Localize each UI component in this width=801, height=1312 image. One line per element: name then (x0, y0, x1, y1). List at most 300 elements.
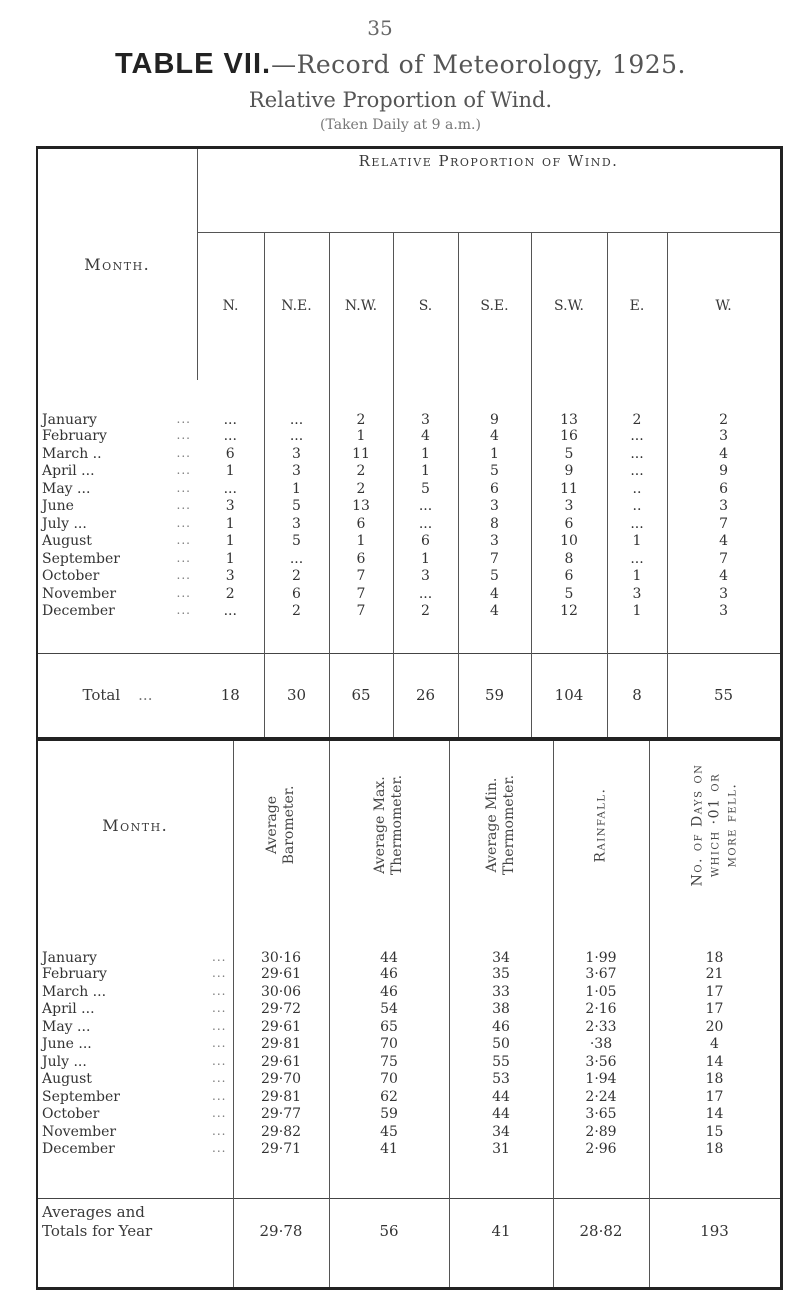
wind-value-cell: 1 (225, 550, 235, 567)
weather-value-cell: 44 (329, 910, 449, 966)
weather-value-cell: 55 (449, 1053, 553, 1071)
wind-value-cell: 8 (531, 550, 607, 568)
weather-month-cell (37, 983, 233, 1001)
wind-month-cell (37, 480, 197, 498)
weather-value-cell: 34 (449, 1123, 553, 1141)
wind-value-cell: 1 (458, 445, 531, 463)
wind-month-name: January (42, 411, 97, 428)
weather-value-cell: 1·99 (553, 910, 649, 966)
wind-value-cell: 3 (667, 428, 781, 446)
averages-label-line: Averages and (42, 1202, 145, 1221)
weather-value-cell: 29·61 (233, 966, 329, 984)
page-number: 35 (367, 16, 393, 40)
weather-month-cell (37, 910, 233, 966)
wind-value-cell: 2 (329, 380, 393, 428)
wind-value-cell: 10 (531, 533, 607, 551)
weather-value-cell: 29·82 (233, 1123, 329, 1141)
wind-month-name: August (42, 533, 92, 550)
wind-value-cell: 7 (329, 603, 393, 621)
weather-value-cell: 29·81 (233, 1088, 329, 1106)
weather-value-cell: 3·65 (553, 1106, 649, 1124)
weather-month-cell (37, 1018, 233, 1036)
wind-month-name: February (42, 428, 107, 445)
wind-month-cell (37, 515, 197, 533)
weather-month-cell (37, 1001, 233, 1019)
weather-month-name: April ... (42, 1001, 95, 1018)
wind-value-cell: 1 (393, 445, 458, 463)
wind-value-cell: 3 (264, 463, 329, 481)
wind-value-cell: ... (264, 428, 329, 446)
wind-value-cell: 12 (531, 603, 607, 621)
table-title (0, 46, 801, 81)
wind-row (37, 568, 781, 586)
wind-total-cell: 65 (329, 653, 393, 738)
wind-month-name: November (42, 585, 117, 602)
wind-month-cell (37, 603, 197, 621)
weather-col-header-line: which ·01 or (706, 773, 722, 878)
leader-dots: ... (176, 445, 191, 460)
wind-value-cell: 6 (458, 480, 531, 498)
leader-dots: ... (212, 1001, 227, 1016)
weather-value-cell: 45 (329, 1123, 449, 1141)
weather-col-header-wrap (554, 741, 649, 909)
weather-value-cell: 44 (449, 1088, 553, 1106)
wind-total-cell: 104 (531, 653, 607, 738)
weather-month-name: November (42, 1123, 117, 1140)
weather-row (37, 1141, 781, 1159)
leader-dots: ... (176, 515, 191, 530)
weather-value-cell: 18 (649, 910, 781, 966)
wind-value-cell: 2 (607, 380, 667, 428)
wind-month-name: October (42, 568, 100, 585)
wind-value-cell: ... (607, 550, 667, 568)
wind-value-cell: 3 (393, 568, 458, 586)
wind-month-header: Month. (37, 148, 197, 380)
weather-row (37, 1123, 781, 1141)
wind-dir-header: S.E. (458, 233, 531, 380)
wind-month-cell (37, 568, 197, 586)
weather-row (37, 1071, 781, 1089)
wind-value-cell: 5 (458, 568, 531, 586)
wind-total-cell: 18 (220, 686, 240, 704)
leader-dots: ... (212, 1088, 227, 1103)
weather-value-cell: 75 (329, 1053, 449, 1071)
weather-row (37, 1053, 781, 1071)
weather-col-header-line: Thermometer. (389, 775, 405, 876)
wind-value-cell: 11 (531, 480, 607, 498)
weather-value-cell: 3·56 (553, 1053, 649, 1071)
weather-month-cell (37, 1141, 233, 1159)
wind-value-cell: 7 (667, 550, 781, 568)
weather-value-cell: 1·94 (553, 1071, 649, 1089)
weather-month-header: Month. (37, 740, 233, 910)
wind-value-cell: 1 (393, 550, 458, 568)
weather-month-cell (37, 1036, 233, 1054)
weather-value-cell: 17 (649, 983, 781, 1001)
wind-value-cell: .. (607, 480, 667, 498)
wind-total-cell: 8 (607, 653, 667, 738)
averages-label-line: Totals for Year (42, 1221, 153, 1240)
weather-row (37, 1018, 781, 1036)
weather-averages-label (37, 1198, 233, 1288)
wind-value-cell: 6 (329, 550, 393, 568)
wind-value-cell: 8 (458, 515, 531, 533)
weather-value-cell: 30·06 (233, 983, 329, 1001)
wind-value-cell: ... (607, 428, 667, 446)
weather-value-cell: 38 (449, 1001, 553, 1019)
weather-value-cell: 29·77 (233, 1106, 329, 1124)
leader-dots: ... (176, 463, 191, 478)
wind-dir-header: S. (393, 233, 458, 380)
weather-value-cell: 35 (449, 966, 553, 984)
wind-value-cell: 5 (458, 463, 531, 481)
wind-row (37, 515, 781, 533)
weather-value-cell: 65 (329, 1018, 449, 1036)
leader-dots: ... (212, 983, 227, 998)
wind-month-name: April ... (42, 463, 95, 480)
wind-value-cell: 5 (393, 480, 458, 498)
weather-value-cell: 44 (449, 1106, 553, 1124)
wind-total-cell: 55 (667, 653, 781, 738)
weather-value-cell: 18 (649, 1141, 781, 1159)
wind-dir-header: N. (197, 233, 264, 380)
weather-average-cell: 41 (449, 1198, 553, 1288)
wind-value-cell: 7 (329, 568, 393, 586)
wind-row (37, 445, 781, 463)
wind-month-name: September (42, 550, 120, 567)
table-subtitle: Relative Proportion of Wind. (248, 88, 553, 112)
weather-value-cell: 14 (649, 1053, 781, 1071)
weather-col-header-text (484, 775, 518, 875)
title-table-number: TABLE VII. (114, 48, 272, 80)
weather-col-header-line: Average Max. (372, 776, 388, 875)
weather-row (37, 1106, 781, 1124)
wind-value-cell: .. (607, 498, 667, 516)
wind-value-cell: ... (607, 515, 667, 533)
weather-col-header (649, 740, 781, 910)
wind-month-cell (37, 380, 197, 428)
weather-value-cell: 29·61 (233, 1018, 329, 1036)
wind-value-cell: ... (264, 380, 329, 428)
wind-row (37, 428, 781, 446)
weather-col-header-text (593, 788, 610, 863)
wind-month-cell (37, 585, 197, 603)
weather-col-header (329, 740, 449, 910)
weather-average-cell: 29·78 (233, 1198, 329, 1288)
wind-value-cell: 2 (264, 603, 329, 621)
weather-month-name: January (42, 949, 97, 966)
weather-month-name: October (42, 1106, 100, 1123)
weather-row (37, 966, 781, 984)
weather-value-cell: 50 (449, 1036, 553, 1054)
weather-col-header-text (264, 786, 298, 865)
weather-value-cell: 33 (449, 983, 553, 1001)
wind-month-cell (37, 463, 197, 481)
weather-month-cell (37, 1088, 233, 1106)
leader-dots: ... (212, 1018, 227, 1033)
weather-month-cell (37, 1071, 233, 1089)
wind-value-cell: 9 (531, 463, 607, 481)
leader-dots: ... (176, 428, 191, 443)
weather-month-name: August (42, 1071, 92, 1088)
wind-value-cell: 4 (393, 428, 458, 446)
leader-dots: ... (212, 1071, 227, 1086)
wind-month-cell (37, 498, 197, 516)
wind-value-cell: ... (264, 550, 329, 568)
weather-value-cell: 29·81 (233, 1036, 329, 1054)
weather-value-cell: 29·61 (233, 1053, 329, 1071)
wind-value-cell: 3 (458, 533, 531, 551)
leader-dots: ... (176, 568, 191, 583)
wind-value-cell: 4 (667, 568, 781, 586)
leader-dots: ... (212, 1141, 227, 1156)
weather-average-cell: 56 (329, 1198, 449, 1288)
weather-row (37, 1088, 781, 1106)
wind-value-cell: 5 (264, 533, 329, 551)
weather-value-cell: 70 (329, 1036, 449, 1054)
wind-month-cell (37, 533, 197, 551)
wind-value-cell: 6 (329, 515, 393, 533)
wind-value-cell: 3 (667, 585, 781, 603)
wind-value-cell: 4 (458, 603, 531, 621)
wind-dir-header: N.E. (264, 233, 329, 380)
wind-row (37, 585, 781, 603)
wind-value-cell: 3 (264, 515, 329, 533)
wind-value-cell: 2 (393, 603, 458, 621)
wind-total-cell: 26 (393, 653, 458, 738)
leader-dots: ... (176, 480, 191, 495)
weather-col-header-line: more fell. (723, 782, 739, 868)
wind-value-cell: 9 (458, 380, 531, 428)
wind-value-cell: 13 (329, 498, 393, 516)
wind-value-cell: 6 (531, 568, 607, 586)
wind-value-cell: 3 (667, 498, 781, 516)
weather-value-cell: 15 (649, 1123, 781, 1141)
wind-value-cell: 3 (458, 498, 531, 516)
weather-value-cell: ·38 (553, 1036, 649, 1054)
weather-value-cell: 29·72 (233, 1001, 329, 1019)
wind-row (37, 463, 781, 481)
weather-col-header-line: Thermometer. (501, 775, 517, 876)
weather-col-header-line: Average (264, 796, 280, 855)
wind-value-cell: 1 (607, 533, 667, 551)
wind-month-name: July ... (42, 515, 87, 532)
wind-value-cell: ... (223, 411, 237, 428)
leader-dots: ... (176, 498, 191, 513)
weather-value-cell: 17 (649, 1088, 781, 1106)
wind-value-cell: 1 (329, 533, 393, 551)
wind-value-cell: 3 (607, 585, 667, 603)
wind-value-cell: 2 (329, 480, 393, 498)
wind-value-cell: 1 (225, 515, 235, 532)
leader-dots: ... (176, 533, 191, 548)
wind-value-cell: 1 (607, 568, 667, 586)
wind-total-cell: 59 (458, 653, 531, 738)
wind-value-cell: 1 (225, 463, 235, 480)
weather-value-cell: 4 (649, 1036, 781, 1054)
wind-value-cell: 2 (667, 380, 781, 428)
wind-total-label (37, 653, 197, 738)
leader-dots: ... (212, 949, 227, 964)
wind-row (37, 550, 781, 568)
wind-value-cell: 7 (329, 585, 393, 603)
weather-value-cell: 46 (329, 983, 449, 1001)
weather-month-name: May ... (42, 1018, 91, 1035)
weather-row (37, 1001, 781, 1019)
leader-dots: ... (212, 1123, 227, 1138)
weather-row (37, 1036, 781, 1054)
wind-value-cell: ... (607, 445, 667, 463)
weather-value-cell: 53 (449, 1071, 553, 1089)
leader-dots: ... (176, 550, 191, 565)
weather-value-cell: 41 (329, 1141, 449, 1159)
wind-dir-header: W. (667, 233, 781, 380)
wind-value-cell: 3 (225, 498, 235, 515)
wind-value-cell: 4 (667, 533, 781, 551)
wind-value-cell: 9 (667, 463, 781, 481)
weather-value-cell: 29·70 (233, 1071, 329, 1089)
weather-value-cell: 70 (329, 1071, 449, 1089)
wind-table (36, 146, 780, 740)
weather-value-cell: 14 (649, 1106, 781, 1124)
wind-value-cell: 6 (264, 585, 329, 603)
weather-col-header-line: Average Min. (484, 777, 500, 873)
wind-value-cell: 2 (329, 463, 393, 481)
weather-value-cell: 17 (649, 1001, 781, 1019)
wind-value-cell: 16 (531, 428, 607, 446)
weather-value-cell: 29·71 (233, 1141, 329, 1159)
wind-value-cell: 3 (667, 603, 781, 621)
weather-value-cell: 54 (329, 1001, 449, 1019)
weather-month-name: September (42, 1088, 120, 1105)
wind-month-name: May ... (42, 480, 91, 497)
wind-value-cell: 3 (531, 498, 607, 516)
weather-average-cell: 28·82 (553, 1198, 649, 1288)
weather-col-header-wrap (330, 741, 449, 909)
wind-value-cell: 5 (264, 498, 329, 516)
weather-col-header-text (689, 764, 740, 887)
title-text: —Record of Meteorology, 1925. (271, 50, 686, 79)
weather-value-cell: 46 (329, 966, 449, 984)
weather-value-cell: 20 (649, 1018, 781, 1036)
wind-value-cell: ... (223, 428, 237, 445)
wind-value-cell: 7 (667, 515, 781, 533)
wind-value-cell: 1 (264, 480, 329, 498)
weather-month-cell (37, 966, 233, 984)
wind-row (37, 380, 781, 428)
weather-month-name: March ... (42, 983, 107, 1000)
weather-value-cell: 34 (449, 910, 553, 966)
weather-value-cell: 30·16 (233, 910, 329, 966)
weather-value-cell: 2·24 (553, 1088, 649, 1106)
wind-month-name: December (42, 603, 115, 620)
wind-value-cell: 4 (667, 445, 781, 463)
weather-row (37, 910, 781, 966)
wind-value-cell: 6 (667, 480, 781, 498)
wind-dir-header: N.W. (329, 233, 393, 380)
wind-value-cell: 1 (329, 428, 393, 446)
wind-value-cell: 1 (225, 533, 235, 550)
wind-total-text: Total (82, 686, 121, 704)
wind-value-cell: 3 (225, 568, 235, 585)
leader-dots: ... (212, 1036, 227, 1051)
wind-value-cell: 2 (225, 585, 235, 602)
weather-value-cell: 46 (449, 1018, 553, 1036)
wind-month-cell (37, 445, 197, 463)
wind-value-cell: ... (393, 498, 458, 516)
leader-dots: ... (212, 966, 227, 981)
wind-dir-header: S.W. (531, 233, 607, 380)
wind-value-cell: 13 (531, 380, 607, 428)
weather-col-header-wrap (234, 741, 329, 909)
weather-month-name: February (42, 966, 107, 983)
weather-col-header-text (372, 775, 406, 875)
wind-row (37, 603, 781, 621)
weather-col-header (553, 740, 649, 910)
weather-value-cell: 59 (329, 1106, 449, 1124)
weather-value-cell: 62 (329, 1088, 449, 1106)
wind-dir-header: E. (607, 233, 667, 380)
weather-value-cell: 2·33 (553, 1018, 649, 1036)
weather-col-header (233, 740, 329, 910)
wind-month-name: March .. (42, 445, 102, 462)
wind-value-cell: 3 (393, 380, 458, 428)
wind-group-header: Relative Proportion of Wind. (197, 148, 781, 233)
wind-value-cell: 2 (264, 568, 329, 586)
wind-value-cell: ... (393, 585, 458, 603)
wind-value-cell: 1 (607, 603, 667, 621)
wind-value-cell: ... (223, 480, 237, 497)
leader-dots: ... (176, 585, 191, 600)
weather-value-cell: 3·67 (553, 966, 649, 984)
weather-col-header-line: Rainfall. (592, 787, 609, 863)
weather-month-cell (37, 1123, 233, 1141)
wind-value-cell: ... (393, 515, 458, 533)
wind-value-cell: 1 (393, 463, 458, 481)
wind-value-cell: ... (607, 463, 667, 481)
weather-month-cell (37, 1106, 233, 1124)
weather-col-header (449, 740, 553, 910)
weather-month-name: December (42, 1141, 115, 1158)
wind-row (37, 498, 781, 516)
weather-value-cell: 1·05 (553, 983, 649, 1001)
wind-row (37, 480, 781, 498)
weather-value-cell: 18 (649, 1071, 781, 1089)
wind-value-cell: 4 (458, 428, 531, 446)
wind-month-cell (37, 550, 197, 568)
weather-col-header-line: Barometer. (281, 785, 297, 865)
weather-value-cell: 31 (449, 1141, 553, 1159)
weather-col-header-wrap (650, 741, 780, 909)
wind-value-cell: 3 (264, 445, 329, 463)
leader-dots: ... (138, 686, 153, 704)
weather-col-header-line: No. of Days on (689, 763, 705, 887)
weather-average-cell: 193 (649, 1198, 781, 1288)
wind-month-cell (37, 428, 197, 446)
leader-dots: ... (176, 411, 191, 426)
wind-value-cell: 5 (531, 445, 607, 463)
leader-dots: ... (212, 1053, 227, 1068)
wind-value-cell: 6 (225, 445, 235, 462)
weather-month-name: July ... (42, 1053, 87, 1070)
weather-col-header-wrap (450, 741, 553, 909)
weather-value-cell: 2·89 (553, 1123, 649, 1141)
weather-value-cell: 21 (649, 966, 781, 984)
wind-value-cell: 4 (458, 585, 531, 603)
wind-value-cell: 6 (531, 515, 607, 533)
wind-value-cell: 5 (531, 585, 607, 603)
taken-note: (Taken Daily at 9 a.m.) (320, 117, 481, 133)
